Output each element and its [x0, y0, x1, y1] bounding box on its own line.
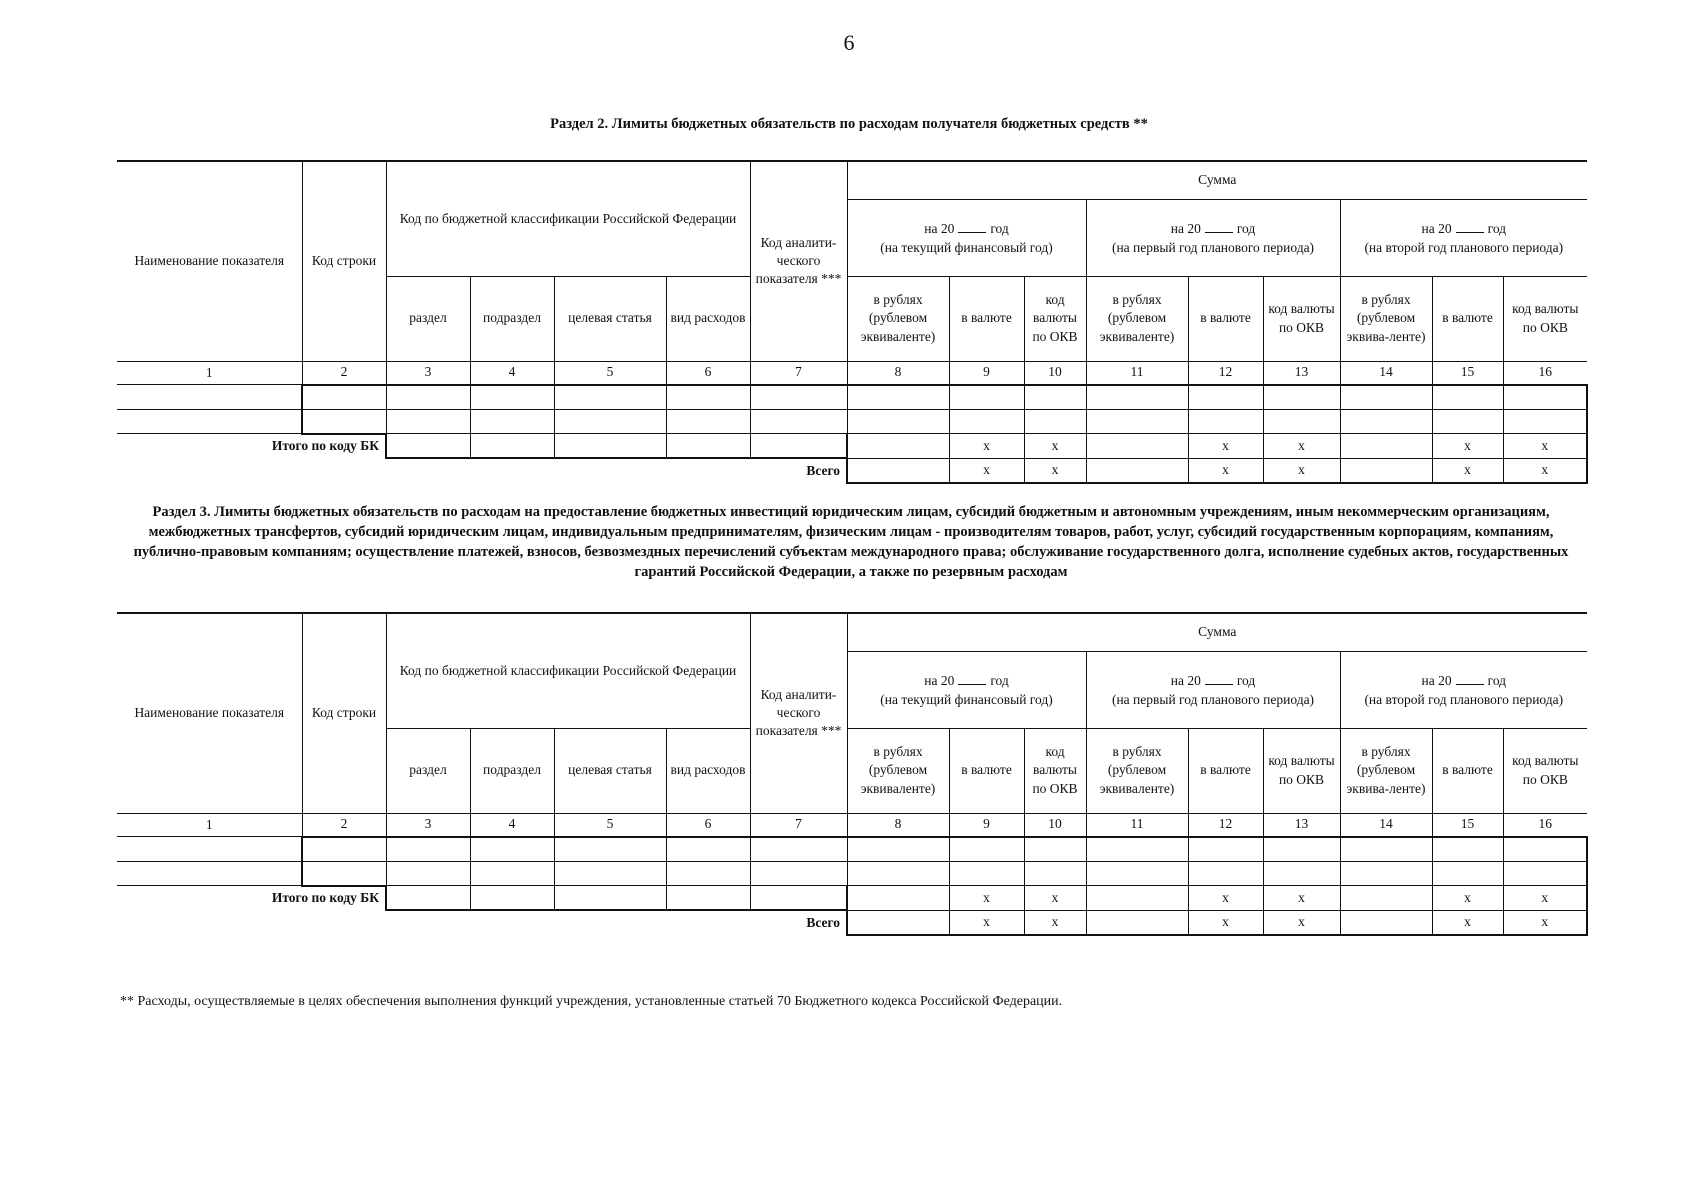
x-mark: x	[1432, 458, 1503, 483]
header-val-3: в валюте	[1432, 276, 1503, 361]
column-number: 10	[1024, 813, 1086, 837]
itogo-cell[interactable]	[1340, 886, 1432, 911]
x-mark: x	[1188, 434, 1263, 459]
data-cell[interactable]	[1024, 409, 1086, 434]
row-code-cell[interactable]	[302, 861, 386, 886]
data-cell[interactable]	[1432, 837, 1503, 862]
header-bk-podrazdel: подраздел	[470, 276, 554, 361]
data-cell[interactable]	[470, 385, 554, 410]
data-cell[interactable]	[1340, 409, 1432, 434]
section-3-title: Раздел 3. Лимиты бюджетных обязательств по расходам на предоставление бюджетных инвестиций юридическим лицам, субсидий бюджетным и автономным учреждениям, иным некоммерческим организациям, межбюджетных трансфертов, субсидий юридическим лицам, индивидуальным предпринимателям, физическим лицам - производителям товаров, работ, услуг, субсидий государственным корпорациям, компаниям, публично-правовым компаниям; осуществление платежей, взносов, безвозмездных перечислений субъектам международного права; обслуживание государственного долга, исполнение судебных актов, государственных гарантий Российской Федерации, а также по резервным расходам	[133, 504, 1569, 580]
column-number: 16	[1503, 813, 1587, 837]
data-cell[interactable]	[470, 861, 554, 886]
data-cell[interactable]	[750, 385, 847, 410]
data-cell[interactable]	[1503, 385, 1587, 410]
row-name-cell[interactable]	[117, 837, 302, 862]
itogo-cell[interactable]	[470, 434, 554, 459]
column-number: 13	[1263, 361, 1340, 385]
column-number: 7	[750, 813, 847, 837]
column-number: 1	[117, 813, 302, 837]
data-cell[interactable]	[1432, 409, 1503, 434]
x-mark: x	[1432, 886, 1503, 911]
vsego-cell[interactable]	[847, 458, 949, 483]
itogo-cell[interactable]	[470, 886, 554, 911]
header-bk-podrazdel: подраздел	[470, 728, 554, 813]
itogo-cell[interactable]	[666, 886, 750, 911]
page-number: 6	[843, 30, 855, 55]
column-number: 1	[117, 361, 302, 385]
header-okv-3: код валюты по ОКВ	[1503, 276, 1587, 361]
header-year-1: на 20 год (на текущий финансовый год)	[847, 651, 1086, 728]
header-okv-2: код валюты по ОКВ	[1263, 276, 1340, 361]
data-cell[interactable]	[1086, 861, 1188, 886]
itogo-row	[117, 434, 1587, 459]
x-mark: x	[1503, 434, 1587, 459]
itogo-label: Итого по коду БК	[271, 438, 379, 454]
data-cell[interactable]	[750, 861, 847, 886]
column-number: 14	[1340, 813, 1432, 837]
data-cell[interactable]	[666, 861, 750, 886]
itogo-cell[interactable]	[847, 434, 949, 459]
x-mark: x	[1188, 458, 1263, 483]
header-bk-razdel: раздел	[386, 276, 470, 361]
data-cell[interactable]	[1432, 861, 1503, 886]
data-cell[interactable]	[847, 409, 949, 434]
section-3-table	[117, 612, 1588, 936]
data-cell[interactable]	[847, 385, 949, 410]
data-cell[interactable]	[470, 409, 554, 434]
data-cell[interactable]	[847, 861, 949, 886]
data-cell[interactable]	[1263, 861, 1340, 886]
header-year-1: на 20 год (на текущий финансовый год)	[847, 199, 1086, 276]
x-mark: x	[1263, 886, 1340, 911]
column-number: 14	[1340, 361, 1432, 385]
data-cell[interactable]	[1086, 837, 1188, 862]
row-code-cell[interactable]	[302, 837, 386, 862]
x-mark: x	[949, 458, 1024, 483]
header-bk-vid: вид расходов	[666, 276, 750, 361]
section-2-title: Раздел 2. Лимиты бюджетных обязательств по расходам получателя бюджетных средств **	[550, 116, 1148, 132]
header-rub-1: в рублях (рублевом эквиваленте)	[847, 728, 949, 813]
section-2-table	[117, 160, 1588, 484]
data-cell[interactable]	[666, 837, 750, 862]
column-number-row	[117, 361, 1587, 385]
header-analytic: Код аналити-ческого показателя ***	[750, 161, 847, 361]
vsego-cell[interactable]	[1086, 458, 1188, 483]
vsego-cell[interactable]	[1340, 458, 1432, 483]
x-mark: x	[949, 434, 1024, 459]
x-mark: x	[1503, 886, 1587, 911]
column-number: 7	[750, 361, 847, 385]
header-rub-1: в рублях (рублевом эквиваленте)	[847, 276, 949, 361]
data-cell[interactable]	[1188, 837, 1263, 862]
header-bk-vid: вид расходов	[666, 728, 750, 813]
data-cell[interactable]	[554, 861, 666, 886]
header-analytic: Код аналити-ческого показателя ***	[750, 613, 847, 813]
data-cell[interactable]	[1503, 409, 1587, 434]
itogo-cell[interactable]	[554, 886, 666, 911]
data-cell[interactable]	[1340, 385, 1432, 410]
column-number: 2	[302, 813, 386, 837]
x-mark: x	[1024, 910, 1086, 935]
column-number: 2	[302, 361, 386, 385]
x-mark: x	[1503, 458, 1587, 483]
x-mark: x	[1024, 458, 1086, 483]
header-bk-razdel: раздел	[386, 728, 470, 813]
header-rub-2: в рублях (рублевом эквиваленте)	[1086, 728, 1188, 813]
x-mark: x	[1432, 434, 1503, 459]
data-cell[interactable]	[1024, 837, 1086, 862]
header-val-3: в валюте	[1432, 728, 1503, 813]
itogo-cell[interactable]	[386, 434, 470, 459]
column-number: 9	[949, 361, 1024, 385]
column-number: 15	[1432, 813, 1503, 837]
header-val-1: в валюте	[949, 276, 1024, 361]
data-cell[interactable]	[949, 837, 1024, 862]
itogo-cell[interactable]	[666, 434, 750, 459]
data-cell[interactable]	[1188, 861, 1263, 886]
column-number: 3	[386, 813, 470, 837]
data-cell[interactable]	[666, 385, 750, 410]
x-mark: x	[1503, 910, 1587, 935]
column-number: 15	[1432, 361, 1503, 385]
data-cell[interactable]	[1340, 837, 1432, 862]
column-number: 12	[1188, 813, 1263, 837]
data-cell[interactable]	[666, 409, 750, 434]
header-code: Код строки	[302, 613, 386, 813]
column-number: 12	[1188, 361, 1263, 385]
header-bk: Код по бюджетной классификации Российской Федерации	[386, 613, 750, 728]
header-okv-2: код валюты по ОКВ	[1263, 728, 1340, 813]
itogo-cell[interactable]	[750, 886, 847, 911]
data-cell[interactable]	[949, 385, 1024, 410]
data-cell[interactable]	[1340, 861, 1432, 886]
itogo-label: Итого по коду БК	[271, 890, 379, 906]
data-cell[interactable]	[750, 409, 847, 434]
header-okv-1: код валюты по ОКВ	[1024, 728, 1086, 813]
header-rub-2: в рублях (рублевом эквиваленте)	[1086, 276, 1188, 361]
x-mark: x	[1188, 886, 1263, 911]
itogo-cell[interactable]	[847, 886, 949, 911]
header-rub-3: в рублях (рублевом эквива-ленте)	[1340, 276, 1432, 361]
column-number: 3	[386, 361, 470, 385]
header-code: Код строки	[302, 161, 386, 361]
column-number: 5	[554, 813, 666, 837]
data-cell[interactable]	[386, 837, 470, 862]
vsego-label: Всего	[806, 462, 841, 478]
table-row	[117, 861, 1587, 886]
header-okv-1: код валюты по ОКВ	[1024, 276, 1086, 361]
data-cell[interactable]	[1024, 385, 1086, 410]
x-mark: x	[1432, 910, 1503, 935]
vsego-row	[117, 910, 1587, 935]
row-code-cell[interactable]	[302, 409, 386, 434]
data-cell[interactable]	[1263, 385, 1340, 410]
table-row	[117, 837, 1587, 862]
data-cell[interactable]	[554, 837, 666, 862]
header-val-2: в валюте	[1188, 276, 1263, 361]
column-number: 6	[666, 361, 750, 385]
data-cell[interactable]	[1503, 837, 1587, 862]
column-number: 11	[1086, 361, 1188, 385]
column-number: 6	[666, 813, 750, 837]
column-number: 13	[1263, 813, 1340, 837]
header-bk: Код по бюджетной классификации Российской Федерации	[386, 161, 750, 276]
table-row	[117, 385, 1587, 410]
data-cell[interactable]	[1432, 385, 1503, 410]
data-cell[interactable]	[1188, 409, 1263, 434]
data-cell[interactable]	[470, 837, 554, 862]
data-cell[interactable]	[386, 861, 470, 886]
data-cell[interactable]	[386, 409, 470, 434]
data-cell[interactable]	[554, 409, 666, 434]
itogo-cell[interactable]	[386, 886, 470, 911]
data-cell[interactable]	[1086, 409, 1188, 434]
row-name-cell[interactable]	[117, 385, 302, 410]
row-code-cell[interactable]	[302, 385, 386, 410]
itogo-cell[interactable]	[1086, 434, 1188, 459]
table-row	[117, 409, 1587, 434]
x-mark: x	[949, 886, 1024, 911]
header-name: Наименование показателя	[117, 161, 302, 361]
column-number-row	[117, 813, 1587, 837]
header-rub-3: в рублях (рублевом эквива-ленте)	[1340, 728, 1432, 813]
header-okv-3: код валюты по ОКВ	[1503, 728, 1587, 813]
data-cell[interactable]	[1263, 409, 1340, 434]
vsego-cell[interactable]	[1340, 910, 1432, 935]
itogo-cell[interactable]	[1340, 434, 1432, 459]
data-cell[interactable]	[1086, 385, 1188, 410]
data-cell[interactable]	[1263, 837, 1340, 862]
header-summa: Сумма	[847, 613, 1587, 651]
header-val-1: в валюте	[949, 728, 1024, 813]
data-cell[interactable]	[949, 409, 1024, 434]
data-cell[interactable]	[1503, 861, 1587, 886]
row-name-cell[interactable]	[117, 861, 302, 886]
column-number: 5	[554, 361, 666, 385]
column-number: 9	[949, 813, 1024, 837]
header-val-2: в валюте	[1188, 728, 1263, 813]
x-mark: x	[1024, 886, 1086, 911]
column-number: 11	[1086, 813, 1188, 837]
column-number: 4	[470, 813, 554, 837]
vsego-cell[interactable]	[847, 910, 949, 935]
header-year-2: на 20 год (на первый год планового периода)	[1086, 651, 1340, 728]
vsego-row	[117, 458, 1587, 483]
row-name-cell[interactable]	[117, 409, 302, 434]
column-number: 16	[1503, 361, 1587, 385]
column-number: 8	[847, 813, 949, 837]
x-mark: x	[1024, 434, 1086, 459]
itogo-cell[interactable]	[554, 434, 666, 459]
itogo-row	[117, 886, 1587, 911]
footnote: ** Расходы, осуществляемые в целях обеспечения выполнения функций учреждения, установленные статьей 70 Бюджетного кодекса Российской Федерации.	[120, 994, 1063, 1009]
column-number: 8	[847, 361, 949, 385]
header-bk-celevaya: целевая статья	[554, 276, 666, 361]
x-mark: x	[949, 910, 1024, 935]
data-cell[interactable]	[750, 837, 847, 862]
header-year-3: на 20 год (на второй год планового периода)	[1340, 651, 1587, 728]
data-cell[interactable]	[554, 385, 666, 410]
header-summa: Сумма	[847, 161, 1587, 199]
column-number: 4	[470, 361, 554, 385]
x-mark: x	[1263, 434, 1340, 459]
vsego-cell[interactable]	[1086, 910, 1188, 935]
data-cell[interactable]	[1024, 861, 1086, 886]
header-year-3: на 20 год (на второй год планового периода)	[1340, 199, 1587, 276]
data-cell[interactable]	[949, 861, 1024, 886]
x-mark: x	[1263, 910, 1340, 935]
itogo-cell[interactable]	[750, 434, 847, 459]
vsego-label: Всего	[806, 914, 841, 930]
column-number: 10	[1024, 361, 1086, 385]
x-mark: x	[1188, 910, 1263, 935]
header-bk-celevaya: целевая статья	[554, 728, 666, 813]
data-cell[interactable]	[847, 837, 949, 862]
header-name: Наименование показателя	[117, 613, 302, 813]
header-year-2: на 20 год (на первый год планового периода)	[1086, 199, 1340, 276]
itogo-cell[interactable]	[1086, 886, 1188, 911]
data-cell[interactable]	[1188, 385, 1263, 410]
data-cell[interactable]	[386, 385, 470, 410]
x-mark: x	[1263, 458, 1340, 483]
